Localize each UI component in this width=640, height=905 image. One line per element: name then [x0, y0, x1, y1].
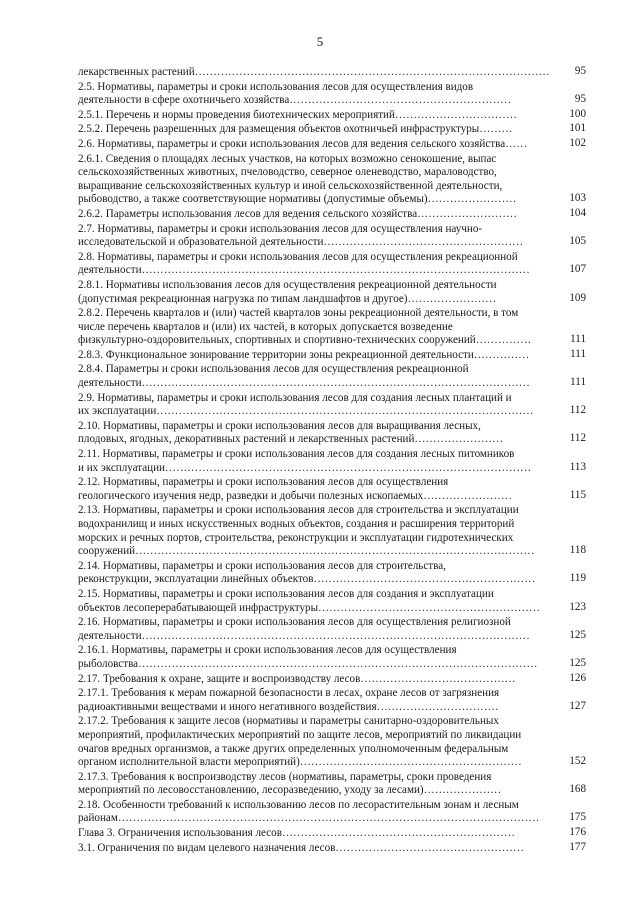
toc-entry-page: 112	[569, 404, 586, 417]
toc-entry-page: 118	[569, 544, 586, 557]
toc-entry-title: 2.11. Нормативы, параметры и сроки использования лесов для создания лесных питомников и их эксплуатации………………………………………………………………………………………	[78, 448, 532, 474]
toc-entry-page: 152	[569, 755, 586, 768]
toc-entry-title: 2.17. Требования к охране, защите и воспроизводству лесов……………………………………	[78, 672, 516, 685]
toc-entry-page: 103	[569, 192, 586, 205]
toc-entry-page: 100	[569, 107, 586, 120]
toc-entry-page: 111	[570, 333, 586, 346]
toc-entry-page: 126	[569, 671, 586, 684]
toc-entry-page: 175	[569, 811, 586, 824]
toc-entry	[78, 799, 586, 826]
toc-entry-title: 2.5. Нормативы, параметры и сроки использования лесов для осуществления видов деятельности в сфере охотничьего хозяйства……………………………………………………	[78, 80, 512, 107]
toc-entry	[78, 687, 586, 714]
toc-entry	[78, 715, 586, 769]
toc-entry	[78, 279, 586, 306]
toc-entry	[78, 153, 586, 207]
toc-entry	[78, 138, 586, 152]
toc-entry-page: 125	[569, 656, 586, 669]
toc-entry-title: 2.17.2. Требования к защите лесов (нормативы и параметры санитарно-оздоровительных мероприятий, профилактических мероприятий по защите лесов, мероприятий по ликвидации очагов вредных организмов, а также других определенных уполномоченным федеральным органом исполнительной власти мероприятий)……………………………………………………	[78, 715, 522, 769]
toc-entry	[78, 560, 586, 587]
toc-entry-page: 168	[569, 783, 586, 796]
toc-entry-title: 2.8.3. Функциональное зонирование территории зоны рекреационной деятельности……………	[78, 348, 530, 361]
toc-entry-title: Глава 3. Ограничения использования лесов………………………………………………………	[78, 827, 515, 840]
toc-entry-page: 109	[569, 291, 586, 304]
toc-entry-page: 107	[569, 263, 586, 276]
toc-entry-page: 176	[569, 826, 586, 839]
toc-entry-title: 2.8.1. Нормативы использования лесов для осуществления рекреационной деятельности (допустимая рекреационная нагрузка по типам ландшафтов и другое)……………………	[78, 278, 497, 305]
toc-entry	[78, 81, 586, 108]
toc-entry	[78, 616, 586, 643]
toc-entry-page: 113	[569, 460, 586, 473]
toc-entry-title: лекарственных растений……………………………………………………………………………………	[78, 66, 550, 78]
toc-entry-page: 112	[569, 432, 586, 445]
toc-entry	[78, 420, 586, 447]
toc-entry	[78, 307, 586, 348]
toc-entry	[78, 448, 586, 475]
toc-entry-page: 115	[569, 488, 586, 501]
toc-entry	[78, 349, 586, 363]
toc-entry	[78, 476, 586, 503]
toc-entry-title: 2.13. Нормативы, параметры и сроки использования лесов для строительства и эксплуатации водохранилищ и иных искусственных водных объектов, создания и расширения территорий морских и речных портов, строительства, реконструкции и эксплуатации гидротехнических сооружений………………………………………………………………………………………………	[78, 504, 535, 558]
toc-entry	[78, 251, 586, 278]
toc-entry	[78, 827, 586, 841]
toc-entry-title: 2.6.1. Сведения о площадях лесных участков, на которых возможно сенокошение, выпас сельскохозяйственных животных, пчеловодство, северное оленеводство, мараловодство, выращивание сельскохозяйственных культур и иной сельскохозяйственной деятельности, рыбоводство, а также соответствующие нормативы (допустимые объемы)……………………	[78, 152, 517, 206]
toc-entry	[78, 392, 586, 419]
toc-entry-title: 2.8.4. Параметры и сроки использования лесов для осуществления рекреационной деятельности……………………………………………………………………………………………	[78, 363, 530, 390]
toc-entry	[78, 771, 586, 798]
toc-entry-page: 95	[574, 93, 586, 106]
toc-entry-page: 105	[569, 235, 586, 248]
toc-entry	[78, 66, 586, 80]
toc-entry-title: 2.6.2. Параметры использования лесов для ведения сельского хозяйства………………………	[78, 207, 518, 220]
toc-entry-title: 2.17.1. Требования к мерам пожарной безопасности в лесах, охране лесов от загрязнения радиоактивными веществами и иного негативного воздействия……………………………	[78, 687, 500, 713]
toc-entry-page: 119	[569, 572, 586, 585]
toc-entry-title: 2.16.1. Нормативы, параметры и сроки использования лесов для осуществления рыболовства………………………………………………………………………………………………	[78, 644, 538, 670]
toc-entry-page: 127	[569, 699, 586, 712]
toc-entry-page: 111	[570, 376, 586, 389]
toc-entry-page: 111	[570, 347, 586, 360]
toc-entry-page: 125	[569, 628, 586, 641]
toc-entry-page: 104	[569, 206, 586, 219]
toc-entry	[78, 363, 586, 390]
toc-entry-title: 2.7. Нормативы, параметры и сроки использования лесов для осуществления научно- исследовательской и образовательной деятельности………………………………………………	[78, 222, 524, 249]
toc-entry-title: 2.8. Нормативы, параметры и сроки использования лесов для осуществления рекреационной деятельности……………………………………………………………………………………………	[78, 250, 530, 277]
toc-entry-title: 2.6. Нормативы, параметры и сроки использования лесов для ведения сельского хозяйства……	[78, 137, 528, 150]
toc-entry-title: 2.8.2. Перечень кварталов и (или) частей кварталов зоны рекреационной деятельности, в том числе перечень кварталов и (или) их частей, в которых допускается возведение физкультурно-оздоровительных, спортивных и спортивно-технических сооружений……………	[78, 307, 532, 347]
toc-entry-title: 2.16. Нормативы, параметры и сроки использования лесов для осуществления религиозной деятельности……………………………………………………………………………………………	[78, 616, 530, 642]
toc-entry-title: 2.9. Нормативы, параметры и сроки использования лесов для создания лесных плантаций и их эксплуатации…………………………………………………………………………………………	[78, 391, 534, 418]
toc-entry-page: 102	[569, 136, 586, 149]
toc-entry-title: 2.5.1. Перечень и нормы проведения биотехнических мероприятий……………………………	[78, 108, 517, 121]
toc-entry-page: 177	[569, 840, 586, 853]
toc-entry	[78, 504, 586, 558]
toc-entry-title: 3.1. Ограничения по видам целевого назначения лесов……………………………………………	[78, 841, 524, 854]
toc-entry-page: 95	[574, 65, 586, 77]
toc-entry-title: 2.10. Нормативы, параметры и сроки использования лесов для выращивания лесных, плодовых, ягодных, декоративных растений и лекарственных растений……………………	[78, 419, 504, 446]
toc-entry-title: 2.5.2. Перечень разрешенных для размещения объектов охотничьей инфраструктуры………	[78, 123, 513, 136]
toc-entry	[78, 123, 586, 137]
toc-entry	[78, 588, 586, 615]
toc-entry-title: 2.12. Нормативы, параметры и сроки использования лесов для осуществления геологического изучения недр, разведки и добычи полезных ископаемых……………………	[78, 476, 512, 502]
toc-entry	[78, 644, 586, 671]
toc-entry	[78, 842, 586, 856]
page-number: 5	[316, 34, 324, 49]
toc-entry	[78, 673, 586, 687]
toc-entry-title: 2.17.3. Требования к воспроизводству лесов (нормативы, параметры, сроки проведения мероприятий по лесовосстановлению, лесоразведению, уходу за лесами)…………………	[78, 770, 502, 797]
toc-entry	[78, 208, 586, 222]
toc-entry	[78, 223, 586, 250]
toc-entry	[78, 109, 586, 123]
toc-entry-page: 101	[569, 122, 586, 135]
toc-entry-page: 123	[569, 600, 586, 613]
toc-entry-title: 2.18. Особенности требований к использованию лесов по лесорастительным зонам и лесным районам……………………………………………………………………………………………………	[78, 798, 540, 825]
table-of-contents	[78, 66, 586, 856]
toc-entry-title: 2.15. Нормативы, параметры и сроки использования лесов для создания и эксплуатации объектов лесоперерабатывающей инфраструктуры……………………………………………………	[78, 587, 540, 614]
toc-entry-title: 2.14. Нормативы, параметры и сроки использования лесов для строительства, реконструкции, эксплуатации линейных объектов……………………………………………………	[78, 559, 536, 586]
